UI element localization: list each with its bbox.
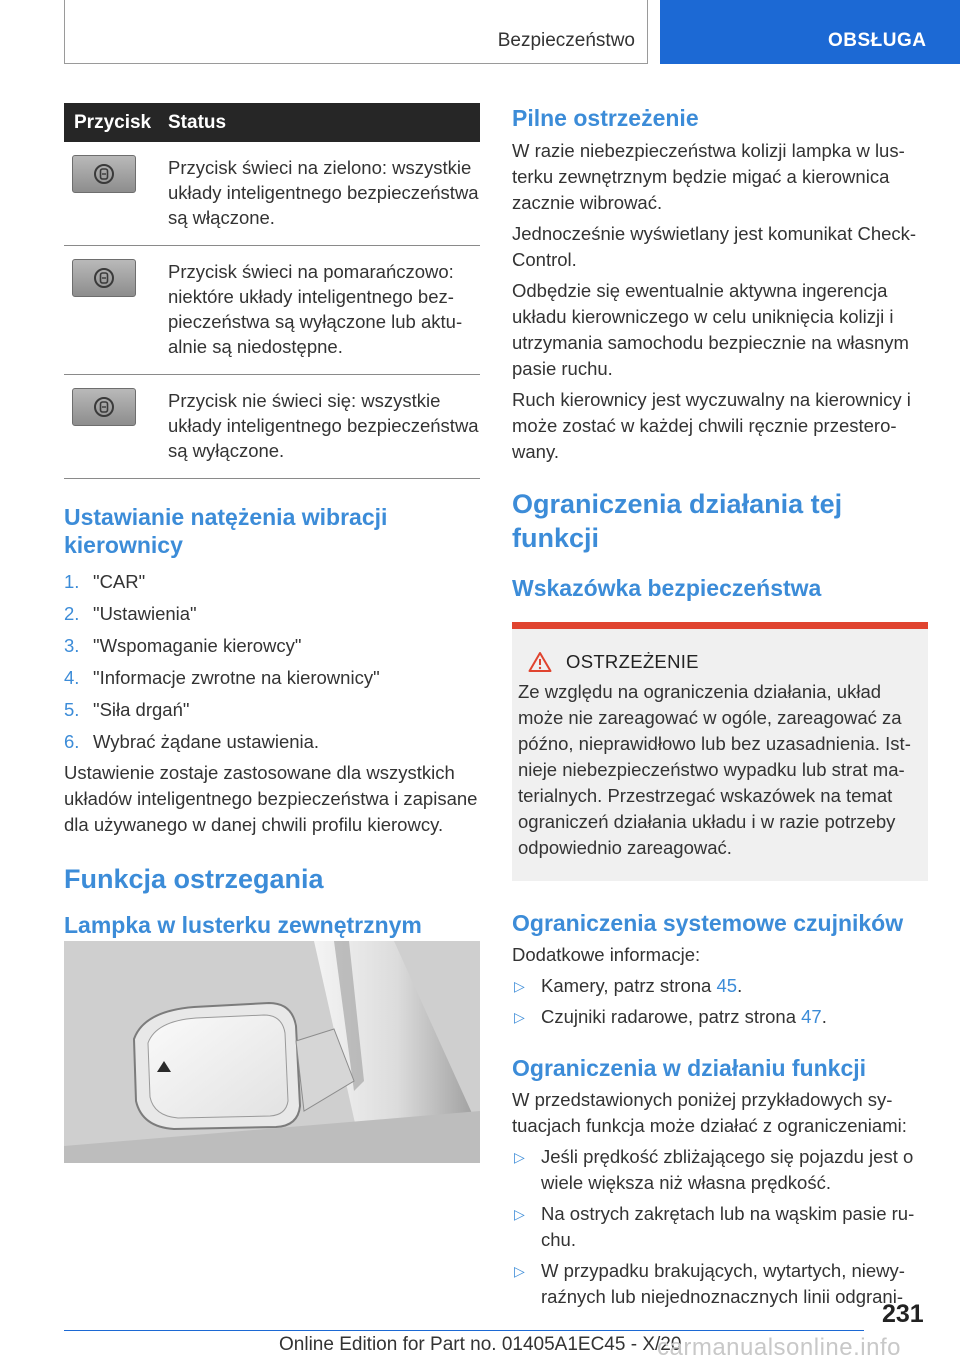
list-item: 4. "Informacje zwrotne na kierownicy": [64, 667, 380, 688]
left-column: [64, 103, 480, 940]
triangle-bullet-icon: ▷: [514, 1009, 525, 1025]
table-row: [64, 375, 480, 479]
table-cell-status: Przycisk nie świeci się: wszystkie układy inteligentnego bezpieczeństwa są wyłączone.: [164, 375, 480, 479]
page-link[interactable]: 47: [801, 1006, 822, 1027]
list-item: 5. "Siła drgań": [64, 699, 190, 720]
limits-heading: Ograniczenia działania tej funkcji: [512, 489, 843, 553]
triangle-bullet-icon: ▷: [514, 1206, 525, 1222]
urgent-paragraph: Ruch kierownicy jest wyczuwalny na kierownicy i może zostać w każdej chwili ręcznie przesterowany.: [512, 389, 911, 462]
warning-box: [512, 622, 928, 881]
list-item: 6. Wybrać żądane ustawienia.: [64, 731, 320, 752]
list-item: 3. "Wspomaganie kierowcy": [64, 635, 302, 656]
list-item: ▷ Czujniki radarowe, patrz strona 47.: [512, 1004, 928, 1030]
header-section-tab: [64, 0, 648, 64]
vibration-heading: Ustawianie natężenia wibracji kierownicy: [64, 504, 388, 558]
side-mirror-illustration: [64, 941, 480, 1163]
triangle-bullet-icon: ▷: [514, 1149, 525, 1165]
assist-button-icon: [72, 155, 136, 193]
mirror-lamp-heading: Lampka w lusterku zewnętrznym: [64, 912, 422, 938]
triangle-bullet-icon: ▷: [514, 1263, 525, 1279]
vibration-steps-list: [64, 566, 480, 758]
sensor-limits-heading: Ograniczenia systemowe czujników: [512, 910, 904, 936]
urgent-paragraph: Jednocześnie wyświetlany jest komunikat Check-Control.: [512, 223, 917, 270]
watermark: carmanualsonline.info: [657, 1334, 901, 1361]
safety-note-heading: Wskazówka bezpieczeństwa: [512, 575, 822, 601]
list-item: 2. "Ustawienia": [64, 603, 197, 624]
warning-triangle-icon: [528, 651, 552, 673]
warning-function-heading: Funkcja ostrzegania: [64, 864, 324, 894]
table-row: [64, 142, 480, 246]
header-chapter-title: OBSŁUGA: [828, 30, 927, 51]
triangle-bullet-icon: ▷: [514, 978, 525, 994]
footer-edition: Online Edition for Part no. 01405A1EC45 - X/20: [279, 1334, 682, 1355]
function-limits-heading: Ograniczenia w działaniu funkcji: [512, 1055, 867, 1081]
function-intro: W przedstawionych poniżej przykładowych sytuacjach funkcja może działać z ograniczeniami:: [512, 1089, 907, 1136]
table-cell-status: Przycisk świeci na zielono: wszystkie układy inteligentnego bezpieczeństwa są włączone.: [164, 142, 480, 246]
table-cell-status: Przycisk świeci na pomarańczowo: niektóre układy inteligentnego bezpieczeństwa są wyłączone lub aktualnie są niedostępne.: [164, 246, 480, 375]
list-item: ▷ Na ostrych zakrętach lub na wąskim pasie ruchu.: [514, 1203, 915, 1250]
function-limits-list: [512, 1144, 928, 1310]
list-item: 1. "CAR": [64, 571, 146, 592]
table-row: [64, 246, 480, 375]
urgent-warning-heading: Pilne ostrzeżenie: [512, 105, 699, 131]
header-chapter-tab: [660, 0, 960, 64]
vibration-note: Ustawienie zostaje zastosowane dla wszystkich układów inteligentnego bezpieczeństwa i zapisane dla używanego w danej chwili profilu kierowcy.: [64, 762, 478, 835]
right-column: [512, 103, 928, 1310]
table-header-button: Przycisk: [64, 103, 164, 142]
warning-text: Ze względu na ograniczenia działania, układ może nie zareagować w ogóle, zareagować za późno, nieprawidłowo lub bez uzasadnienia. Istnieje niebezpieczeństwo wypadku lub strat materialnych. Przestrzegać wskazówek na temat ograniczeń działania układu i w razie potrzeby odpowiednio zareagować.: [518, 681, 911, 858]
assist-button-icon: [72, 388, 136, 426]
header-section-title: Bezpieczeństwo: [497, 30, 635, 51]
page-number: 231: [882, 1300, 924, 1328]
urgent-paragraph: W razie niebezpieczeństwa kolizji lampka w lusterku zewnętrznym będzie migać a kierownica zacznie wibrować.: [512, 140, 905, 213]
assist-button-icon: [72, 259, 136, 297]
sensor-list: [512, 973, 928, 1030]
sensor-intro: Dodatkowe informacje:: [512, 944, 701, 965]
urgent-paragraph: Odbędzie się ewentualnie aktywna ingerencja układu kierowniczego w celu uniknięcia kolizji i utrzymania samochodu bezpiecznie na własnym pasie ruchu.: [512, 280, 909, 379]
footer-divider: [64, 1330, 864, 1331]
list-item: ▷ W przypadku brakujących, wytartych, niewyraźnych lub niejednoznacznych linii odgrani-: [514, 1260, 905, 1307]
page-link[interactable]: 45: [716, 975, 738, 996]
button-status-table: [64, 103, 480, 479]
list-item: ▷ Jeśli prędkość zbliżającego się pojazdu jest o wiele większa niż własna prędkość.: [514, 1146, 914, 1193]
table-header-status: Status: [164, 103, 480, 142]
warning-label: OSTRZEŻENIE: [566, 651, 699, 672]
list-item: ▷ Kamery, patrz strona 45.: [512, 973, 928, 999]
